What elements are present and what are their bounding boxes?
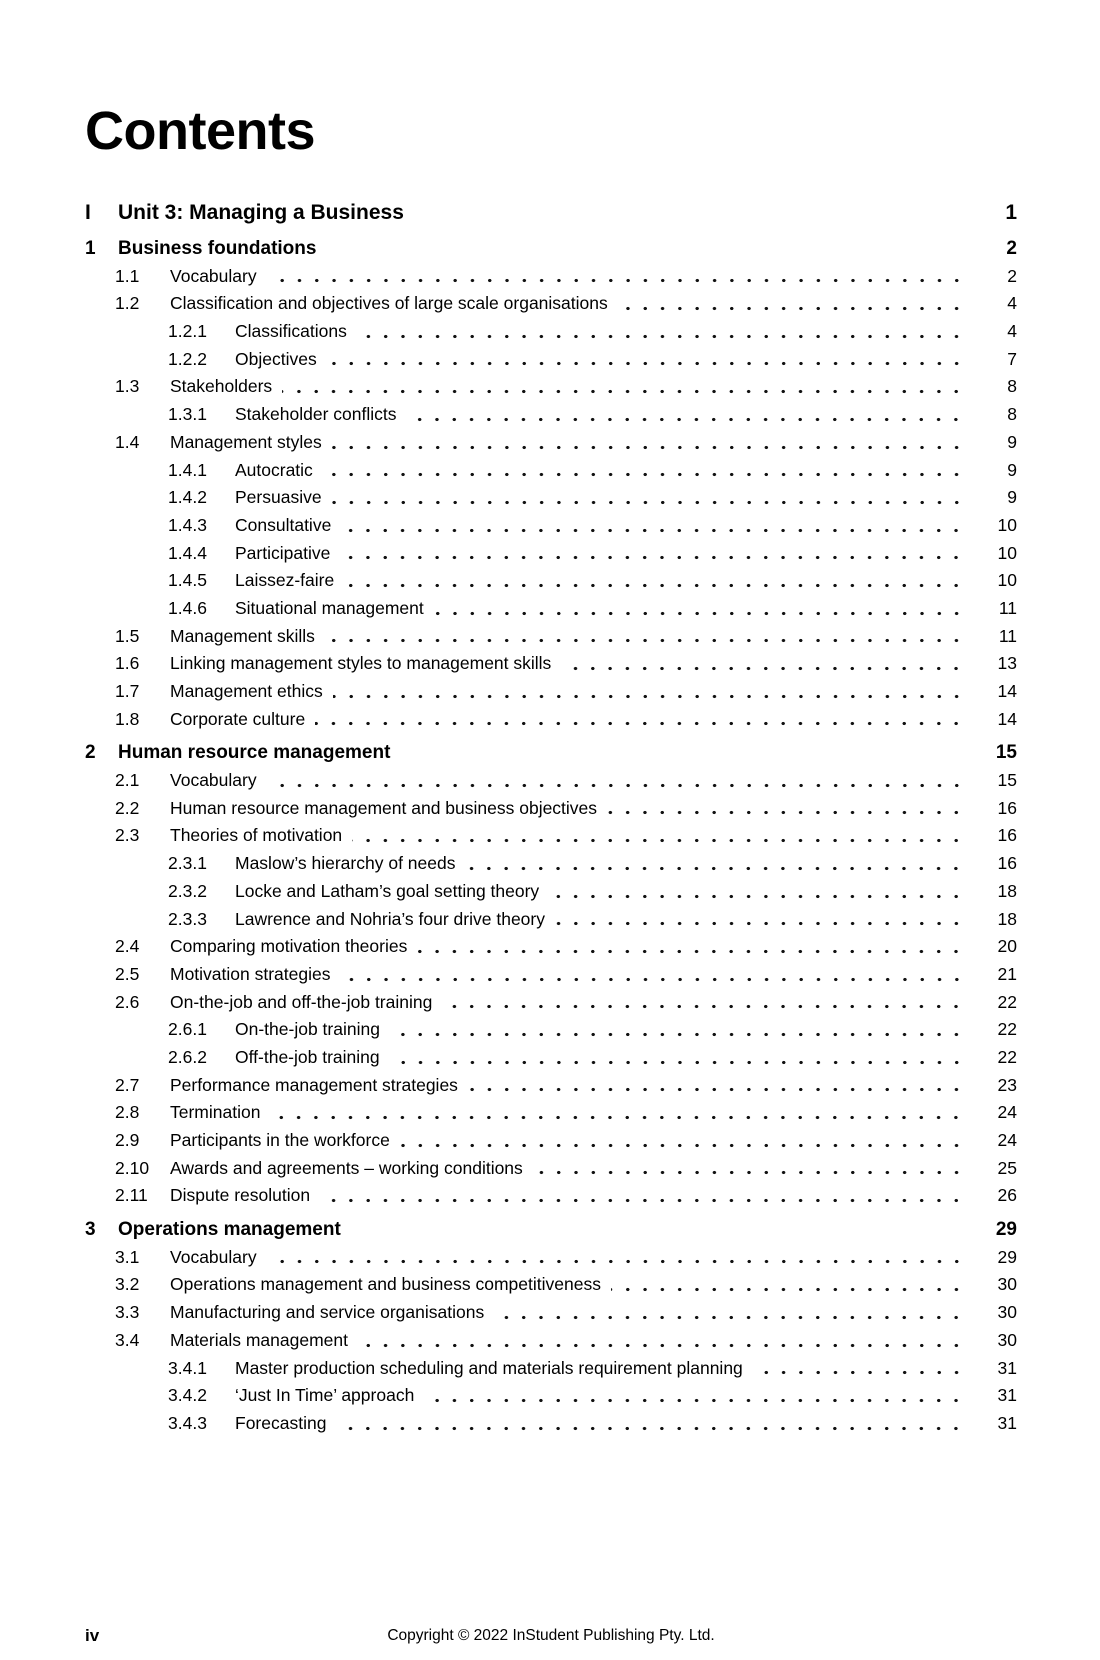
page-footer [85, 1624, 1017, 1648]
toc-entry-section [85, 373, 1017, 401]
toc-entry-number: 2.3.1 [168, 853, 207, 874]
dotted-leader [325, 623, 965, 651]
toc-entry-subsection [85, 1044, 1017, 1072]
dotted-leader [753, 1355, 965, 1383]
copyright-text: Copyright © 2022 InStudent Publishing Pty. Ltd. [387, 1627, 715, 1644]
toc-entry-section [85, 1244, 1017, 1272]
leader-spacer [316, 235, 973, 263]
toc-entry-number: 1.2.1 [168, 321, 207, 342]
toc-entry-title: Maslow’s hierarchy of needs [235, 853, 456, 874]
toc-entry-section [85, 1327, 1017, 1355]
toc-entry-title: Forecasting [235, 1412, 327, 1433]
toc-entry-page-number: 22 [997, 1019, 1017, 1040]
dotted-leader [549, 878, 965, 906]
toc-entry-section [85, 961, 1017, 989]
toc-entry-subsection [85, 318, 1017, 346]
toc-entry-title: Classifications [235, 321, 347, 342]
toc-entry-number: 3 [85, 1219, 96, 1241]
toc-entry-number: 1.4.6 [168, 597, 207, 618]
toc-entry-number: 1.4.5 [168, 570, 207, 591]
toc-entry-number: 2.6 [115, 991, 140, 1012]
leader-spacer [390, 739, 973, 767]
dotted-leader [555, 906, 965, 934]
toc-entry-title: ‘Just In Time’ approach [235, 1385, 415, 1406]
toc-entry-title: Objectives [235, 348, 317, 369]
toc-entry-section [85, 1299, 1017, 1327]
toc-entry-page-number: 21 [997, 963, 1017, 984]
table-of-contents [85, 198, 1017, 1438]
toc-entry-title: Off-the-job training [235, 1046, 380, 1067]
dotted-leader [341, 512, 965, 540]
toc-entry-title: Materials management [170, 1329, 348, 1350]
toc-entry-page-number: 2 [1007, 265, 1017, 286]
toc-entry-page-number: 16 [997, 853, 1017, 874]
toc-entry-section [85, 822, 1017, 850]
dotted-leader [352, 822, 965, 850]
toc-entry-number: I [85, 201, 91, 224]
toc-entry-page-number: 10 [997, 570, 1017, 591]
toc-entry-title: Manufacturing and service organisations [170, 1302, 485, 1323]
toc-entry-title: Theories of motivation [170, 825, 343, 846]
toc-entry-title: Operations management and business competitiveness [170, 1274, 601, 1295]
toc-entry-title: Human resource management and business objectives [170, 797, 598, 818]
toc-entry-chapter [85, 1216, 1017, 1244]
leader-spacer [341, 1216, 973, 1244]
toc-entry-number: 3.4 [115, 1329, 140, 1350]
toc-entry-subsection [85, 1355, 1017, 1383]
toc-entry-number: 3.2 [115, 1274, 140, 1295]
toc-entry-title: Participative [235, 542, 331, 563]
toc-entry-page-number: 29 [995, 1219, 1017, 1241]
toc-entry-title: Dispute resolution [170, 1185, 311, 1206]
dotted-leader [344, 567, 965, 595]
toc-entry-page-number: 25 [997, 1157, 1017, 1178]
toc-entry-page-number: 22 [997, 1046, 1017, 1067]
toc-entry-title: Vocabulary [170, 265, 257, 286]
toc-entry-page-number: 15 [997, 770, 1017, 791]
dotted-leader [267, 1244, 965, 1272]
dotted-leader [424, 1382, 965, 1410]
dotted-leader [267, 767, 965, 795]
toc-entry-page-number: 23 [997, 1074, 1017, 1095]
toc-entry-page-number: 31 [997, 1412, 1017, 1433]
toc-entry-section [85, 1182, 1017, 1210]
toc-entry-number: 2.10 [115, 1157, 150, 1178]
toc-entry-title: Management skills [170, 625, 315, 646]
toc-entry-subsection [85, 567, 1017, 595]
dotted-leader [323, 457, 965, 485]
dotted-leader [336, 1410, 965, 1438]
toc-entry-chapter [85, 739, 1017, 767]
dotted-leader [357, 318, 965, 346]
toc-entry-number: 1.3 [115, 376, 140, 397]
toc-entry-number: 1.3.1 [168, 404, 207, 425]
toc-entry-page-number: 1 [1005, 201, 1017, 224]
toc-entry-number: 3.4.3 [168, 1412, 207, 1433]
dotted-leader [267, 263, 965, 291]
toc-entry-title: Management ethics [170, 681, 323, 701]
toc-entry-page-number: 15 [995, 742, 1017, 764]
toc-entry-title: Stakeholder conflicts [235, 404, 397, 425]
toc-entry-section [85, 1155, 1017, 1183]
dotted-leader [332, 484, 965, 512]
toc-entry-page-number: 30 [997, 1274, 1017, 1295]
toc-entry-section [85, 1099, 1017, 1127]
toc-entry-number: 1.2 [115, 293, 140, 314]
toc-entry-page-number: 10 [997, 514, 1017, 535]
toc-entry-subsection [85, 850, 1017, 878]
toc-entry-title: Laissez-faire [235, 570, 335, 591]
toc-entry-number: 1.2.2 [168, 348, 207, 369]
toc-entry-title: Comparing motivation theories [170, 936, 408, 957]
toc-entry-number: 2.5 [115, 963, 140, 984]
dotted-leader [327, 346, 965, 374]
toc-entry-page-number: 14 [997, 681, 1017, 701]
dotted-leader [282, 373, 965, 401]
toc-entry-page-number: 7 [1007, 348, 1017, 369]
toc-entry-number: 2.4 [115, 936, 140, 957]
toc-entry-page-number: 9 [1007, 487, 1017, 508]
toc-entry-page-number: 8 [1007, 376, 1017, 397]
toc-entry-number: 2.1 [115, 770, 140, 791]
toc-entry-page-number: 11 [998, 597, 1017, 618]
toc-entry-page-number: 11 [998, 625, 1017, 646]
toc-entry-section [85, 263, 1017, 291]
toc-entry-title: Performance management strategies [170, 1074, 458, 1095]
dotted-leader [465, 850, 965, 878]
toc-entry-number: 2.2 [115, 797, 140, 818]
toc-entry-subsection [85, 906, 1017, 934]
toc-entry-page-number: 16 [997, 797, 1017, 818]
toc-entry-section [85, 623, 1017, 651]
toc-entry-section [85, 933, 1017, 961]
page-title: Contents [85, 101, 315, 161]
toc-entry-number: 1 [85, 238, 96, 259]
document-page [0, 101, 1100, 1660]
dotted-leader [270, 1099, 965, 1127]
toc-entry-section [85, 989, 1017, 1017]
toc-entry-number: 1.4.3 [168, 514, 207, 535]
toc-entry-subsection [85, 484, 1017, 512]
toc-entry-title: On-the-job training [235, 1019, 380, 1040]
toc-entry-title: Vocabulary [170, 770, 257, 791]
toc-entry-section [85, 1072, 1017, 1100]
toc-entry-number: 2.6.1 [168, 1019, 207, 1040]
toc-entry-subsection [85, 346, 1017, 374]
toc-entry-page-number: 8 [1007, 404, 1017, 425]
toc-entry-title: Termination [170, 1102, 261, 1123]
toc-entry-subsection [85, 878, 1017, 906]
toc-entry-page-number: 18 [997, 880, 1017, 901]
dotted-leader [400, 1127, 965, 1155]
toc-entry-section [85, 290, 1017, 318]
dotted-leader [494, 1299, 965, 1327]
toc-entry-subsection [85, 595, 1017, 623]
toc-entry-subsection [85, 401, 1017, 429]
dotted-leader [468, 1072, 965, 1100]
toc-entry-section [85, 429, 1017, 457]
toc-entry-page-number: 13 [997, 653, 1017, 674]
toc-entry-number: 2.3.3 [168, 908, 207, 929]
toc-entry-title: Human resource management [118, 742, 391, 764]
dotted-leader [320, 1182, 965, 1210]
folio-page-number: iv [85, 1626, 100, 1645]
toc-entry-page-number: 20 [997, 936, 1017, 957]
toc-entry-title: Persuasive [235, 487, 322, 508]
toc-entry-section [85, 650, 1017, 678]
toc-entry-title: Corporate culture [170, 708, 306, 729]
dotted-leader [390, 1016, 965, 1044]
toc-entry-section [85, 1127, 1017, 1155]
toc-entry-number: 1.6 [115, 653, 140, 674]
toc-entry-page-number: 30 [997, 1329, 1017, 1350]
toc-entry-page-number: 4 [1007, 293, 1017, 314]
dotted-leader [358, 1327, 965, 1355]
toc-entry-title: Autocratic [235, 459, 313, 480]
toc-entry-number: 1.8 [115, 708, 140, 729]
toc-entry-number: 3.4.1 [168, 1357, 207, 1378]
toc-entry-chapter [85, 235, 1017, 263]
toc-entry-part [85, 198, 1017, 228]
toc-entry-number: 1.4.1 [168, 459, 207, 480]
toc-entry-section [85, 767, 1017, 795]
toc-entry-number: 2.3 [115, 825, 140, 846]
toc-entry-page-number: 22 [997, 991, 1017, 1012]
toc-entry-section [85, 678, 1017, 706]
toc-entry-page-number: 30 [997, 1302, 1017, 1323]
toc-entry-title: On-the-job and off-the-job training [170, 991, 433, 1012]
toc-entry-page-number: 9 [1007, 459, 1017, 480]
toc-entry-number: 1.4 [115, 431, 140, 452]
dotted-leader [315, 706, 965, 734]
toc-entry-number: 2.6.2 [168, 1046, 207, 1067]
toc-entry-title: Classification and objectives of large scale organisations [170, 293, 608, 314]
dotted-leader [442, 989, 965, 1017]
dotted-leader [340, 540, 965, 568]
toc-entry-title: Business foundations [118, 238, 317, 259]
dotted-leader [561, 650, 965, 678]
toc-entry-number: 2.3.2 [168, 880, 207, 901]
toc-entry-number: 2.8 [115, 1102, 140, 1123]
toc-entry-subsection [85, 1410, 1017, 1438]
toc-entry-page-number: 9 [1007, 431, 1017, 452]
toc-entry-page-number: 16 [997, 825, 1017, 846]
toc-entry-page-number: 24 [997, 1102, 1017, 1123]
toc-entry-number: 3.1 [115, 1246, 140, 1267]
toc-entry-number: 1.5 [115, 625, 140, 646]
toc-entry-page-number: 24 [997, 1130, 1017, 1150]
toc-entry-title: Master production scheduling and materials requirement planning [235, 1357, 743, 1378]
toc-entry-page-number: 10 [997, 542, 1017, 563]
dotted-leader [533, 1155, 965, 1183]
toc-entry-section [85, 795, 1017, 823]
toc-entry-number: 1.1 [115, 265, 140, 286]
toc-entry-number: 2 [85, 742, 96, 764]
toc-entry-title: Stakeholders [170, 376, 273, 397]
toc-entry-number: 3.4.2 [168, 1385, 207, 1406]
toc-entry-page-number: 2 [1006, 238, 1017, 259]
toc-entry-subsection [85, 457, 1017, 485]
toc-entry-page-number: 26 [997, 1185, 1017, 1206]
dotted-leader [390, 1044, 965, 1072]
dotted-leader [332, 429, 965, 457]
toc-entry-section [85, 706, 1017, 734]
toc-entry-subsection [85, 1016, 1017, 1044]
toc-entry-title: Participants in the workforce [170, 1130, 390, 1150]
toc-entry-page-number: 31 [997, 1357, 1017, 1378]
toc-entry-title: Lawrence and Nohria’s four drive theory [235, 908, 545, 929]
toc-entry-title: Consultative [235, 514, 332, 535]
toc-entry-title: Awards and agreements – working conditions [170, 1157, 523, 1178]
toc-entry-title: Motivation strategies [170, 963, 331, 984]
toc-entry-title: Operations management [118, 1219, 341, 1241]
toc-entry-title: Linking management styles to management skills [170, 653, 552, 674]
dotted-leader [434, 595, 965, 623]
dotted-leader [611, 1271, 965, 1299]
dotted-leader [406, 401, 965, 429]
toc-entry-title: Management styles [170, 431, 322, 452]
toc-entry-number: 1.7 [115, 681, 140, 701]
toc-entry-number: 1.4.4 [168, 542, 207, 563]
toc-entry-subsection [85, 512, 1017, 540]
dotted-leader [333, 678, 965, 706]
toc-entry-title: Locke and Latham’s goal setting theory [235, 880, 540, 901]
toc-entry-number: 3.3 [115, 1302, 140, 1323]
toc-entry-page-number: 14 [997, 708, 1017, 729]
toc-entry-subsection [85, 1382, 1017, 1410]
dotted-leader [618, 290, 965, 318]
dotted-leader [417, 933, 965, 961]
toc-entry-title: Unit 3: Managing a Business [118, 201, 404, 224]
toc-entry-number: 1.4.2 [168, 487, 207, 508]
toc-entry-title: Vocabulary [170, 1246, 257, 1267]
toc-entry-page-number: 31 [997, 1385, 1017, 1406]
toc-entry-subsection [85, 540, 1017, 568]
toc-entry-title: Situational management [235, 597, 424, 618]
leader-spacer [404, 198, 973, 228]
toc-entry-page-number: 18 [997, 908, 1017, 929]
toc-entry-number: 2.9 [115, 1130, 140, 1150]
dotted-leader [607, 795, 965, 823]
toc-entry-section [85, 1271, 1017, 1299]
toc-entry-number: 2.7 [115, 1074, 140, 1095]
dotted-leader [341, 961, 966, 989]
toc-entry-page-number: 29 [997, 1246, 1017, 1267]
toc-entry-number: 2.11 [115, 1185, 148, 1206]
toc-entry-page-number: 4 [1007, 321, 1017, 342]
